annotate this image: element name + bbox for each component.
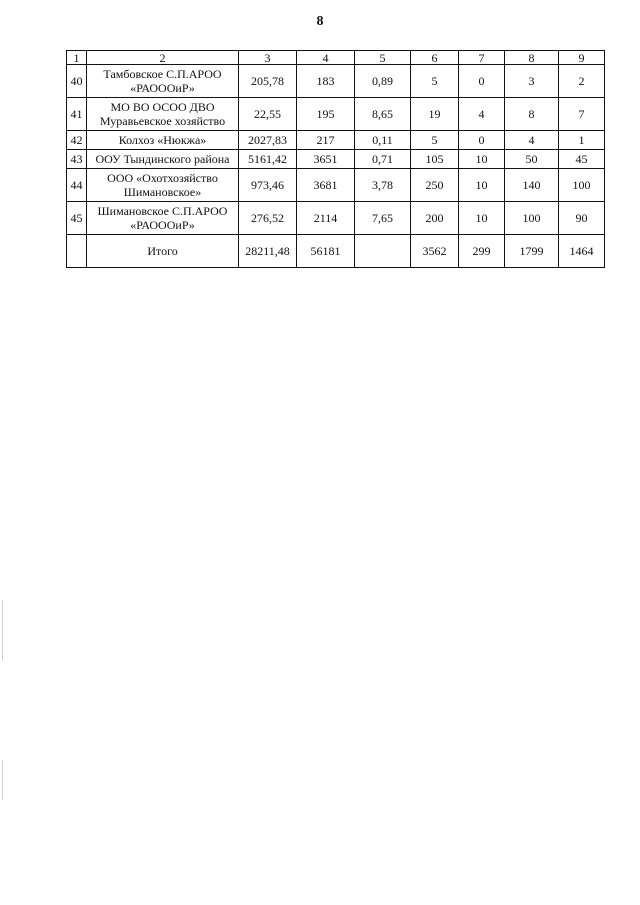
value-cell: 2114: [297, 202, 355, 235]
value-cell: 0: [459, 65, 505, 98]
value-cell: 140: [505, 169, 559, 202]
scan-artifact: [2, 760, 3, 800]
value-cell: 5: [411, 65, 459, 98]
data-table: [66, 50, 605, 268]
total-value-cell: 1799: [505, 235, 559, 268]
table-row: [67, 65, 605, 98]
value-cell: 4: [459, 98, 505, 131]
value-cell: 100: [559, 169, 605, 202]
value-cell: 195: [297, 98, 355, 131]
value-cell: 0,89: [355, 65, 411, 98]
value-cell: 22,55: [239, 98, 297, 131]
page-number: 8: [316, 14, 324, 29]
row-number-cell: 41: [67, 98, 87, 131]
value-cell: 90: [559, 202, 605, 235]
value-cell: 50: [505, 150, 559, 169]
scan-artifact: [2, 600, 3, 660]
header-cell: 2: [87, 51, 239, 65]
table-row: [67, 202, 605, 235]
value-cell: 10: [459, 202, 505, 235]
value-cell: 8: [505, 98, 559, 131]
row-number-cell: 42: [67, 131, 87, 150]
value-cell: 0,11: [355, 131, 411, 150]
value-cell: 0: [459, 131, 505, 150]
header-cell: 3: [239, 51, 297, 65]
value-cell: 105: [411, 150, 459, 169]
value-cell: 276,52: [239, 202, 297, 235]
value-cell: 3: [505, 65, 559, 98]
value-cell: 250: [411, 169, 459, 202]
value-cell: 3,78: [355, 169, 411, 202]
value-cell: 0,71: [355, 150, 411, 169]
value-cell: 183: [297, 65, 355, 98]
table-body: [67, 51, 605, 268]
value-cell: 8,65: [355, 98, 411, 131]
value-cell: 2: [559, 65, 605, 98]
total-value-cell: 1464: [559, 235, 605, 268]
header-cell: 1: [67, 51, 87, 65]
table-row: [67, 169, 605, 202]
value-cell: 45: [559, 150, 605, 169]
header-cell: 7: [459, 51, 505, 65]
value-cell: 4: [505, 131, 559, 150]
table-header-row: [67, 51, 605, 65]
row-number-cell: 44: [67, 169, 87, 202]
total-value-cell: 299: [459, 235, 505, 268]
row-number-cell: 40: [67, 65, 87, 98]
value-cell: 7: [559, 98, 605, 131]
total-value-cell: 56181: [297, 235, 355, 268]
header-cell: 8: [505, 51, 559, 65]
organization-name-cell: Колхоз «Нюкжа»: [87, 131, 239, 150]
row-number-cell: 45: [67, 202, 87, 235]
organization-name-cell: Тамбовское С.П.АРОО «РАОООиР»: [87, 65, 239, 98]
organization-name-cell: МО ВО ОСОО ДВО Муравьевское хозяйство: [87, 98, 239, 131]
value-cell: 5161,42: [239, 150, 297, 169]
header-cell: 4: [297, 51, 355, 65]
value-cell: 3651: [297, 150, 355, 169]
value-cell: 5: [411, 131, 459, 150]
total-label-cell: Итого: [87, 235, 239, 268]
value-cell: 7,65: [355, 202, 411, 235]
organization-name-cell: ООУ Тындинского района: [87, 150, 239, 169]
value-cell: 19: [411, 98, 459, 131]
total-value-cell: 3562: [411, 235, 459, 268]
value-cell: 200: [411, 202, 459, 235]
table-row: [67, 98, 605, 131]
organization-name-cell: ООО «Охотхозяйство Шимановское»: [87, 169, 239, 202]
table-row: [67, 150, 605, 169]
total-value-cell: 28211,48: [239, 235, 297, 268]
header-cell: 9: [559, 51, 605, 65]
value-cell: 10: [459, 150, 505, 169]
header-cell: 6: [411, 51, 459, 65]
organization-name-cell: Шимановское С.П.АРОО «РАОООиР»: [87, 202, 239, 235]
table-row: [67, 131, 605, 150]
total-value-cell: [67, 235, 87, 268]
value-cell: 973,46: [239, 169, 297, 202]
value-cell: 10: [459, 169, 505, 202]
value-cell: 2027,83: [239, 131, 297, 150]
row-number-cell: 43: [67, 150, 87, 169]
value-cell: 3681: [297, 169, 355, 202]
total-value-cell: [355, 235, 411, 268]
value-cell: 1: [559, 131, 605, 150]
header-cell: 5: [355, 51, 411, 65]
table-total-row: [67, 235, 605, 268]
value-cell: 217: [297, 131, 355, 150]
value-cell: 100: [505, 202, 559, 235]
value-cell: 205,78: [239, 65, 297, 98]
